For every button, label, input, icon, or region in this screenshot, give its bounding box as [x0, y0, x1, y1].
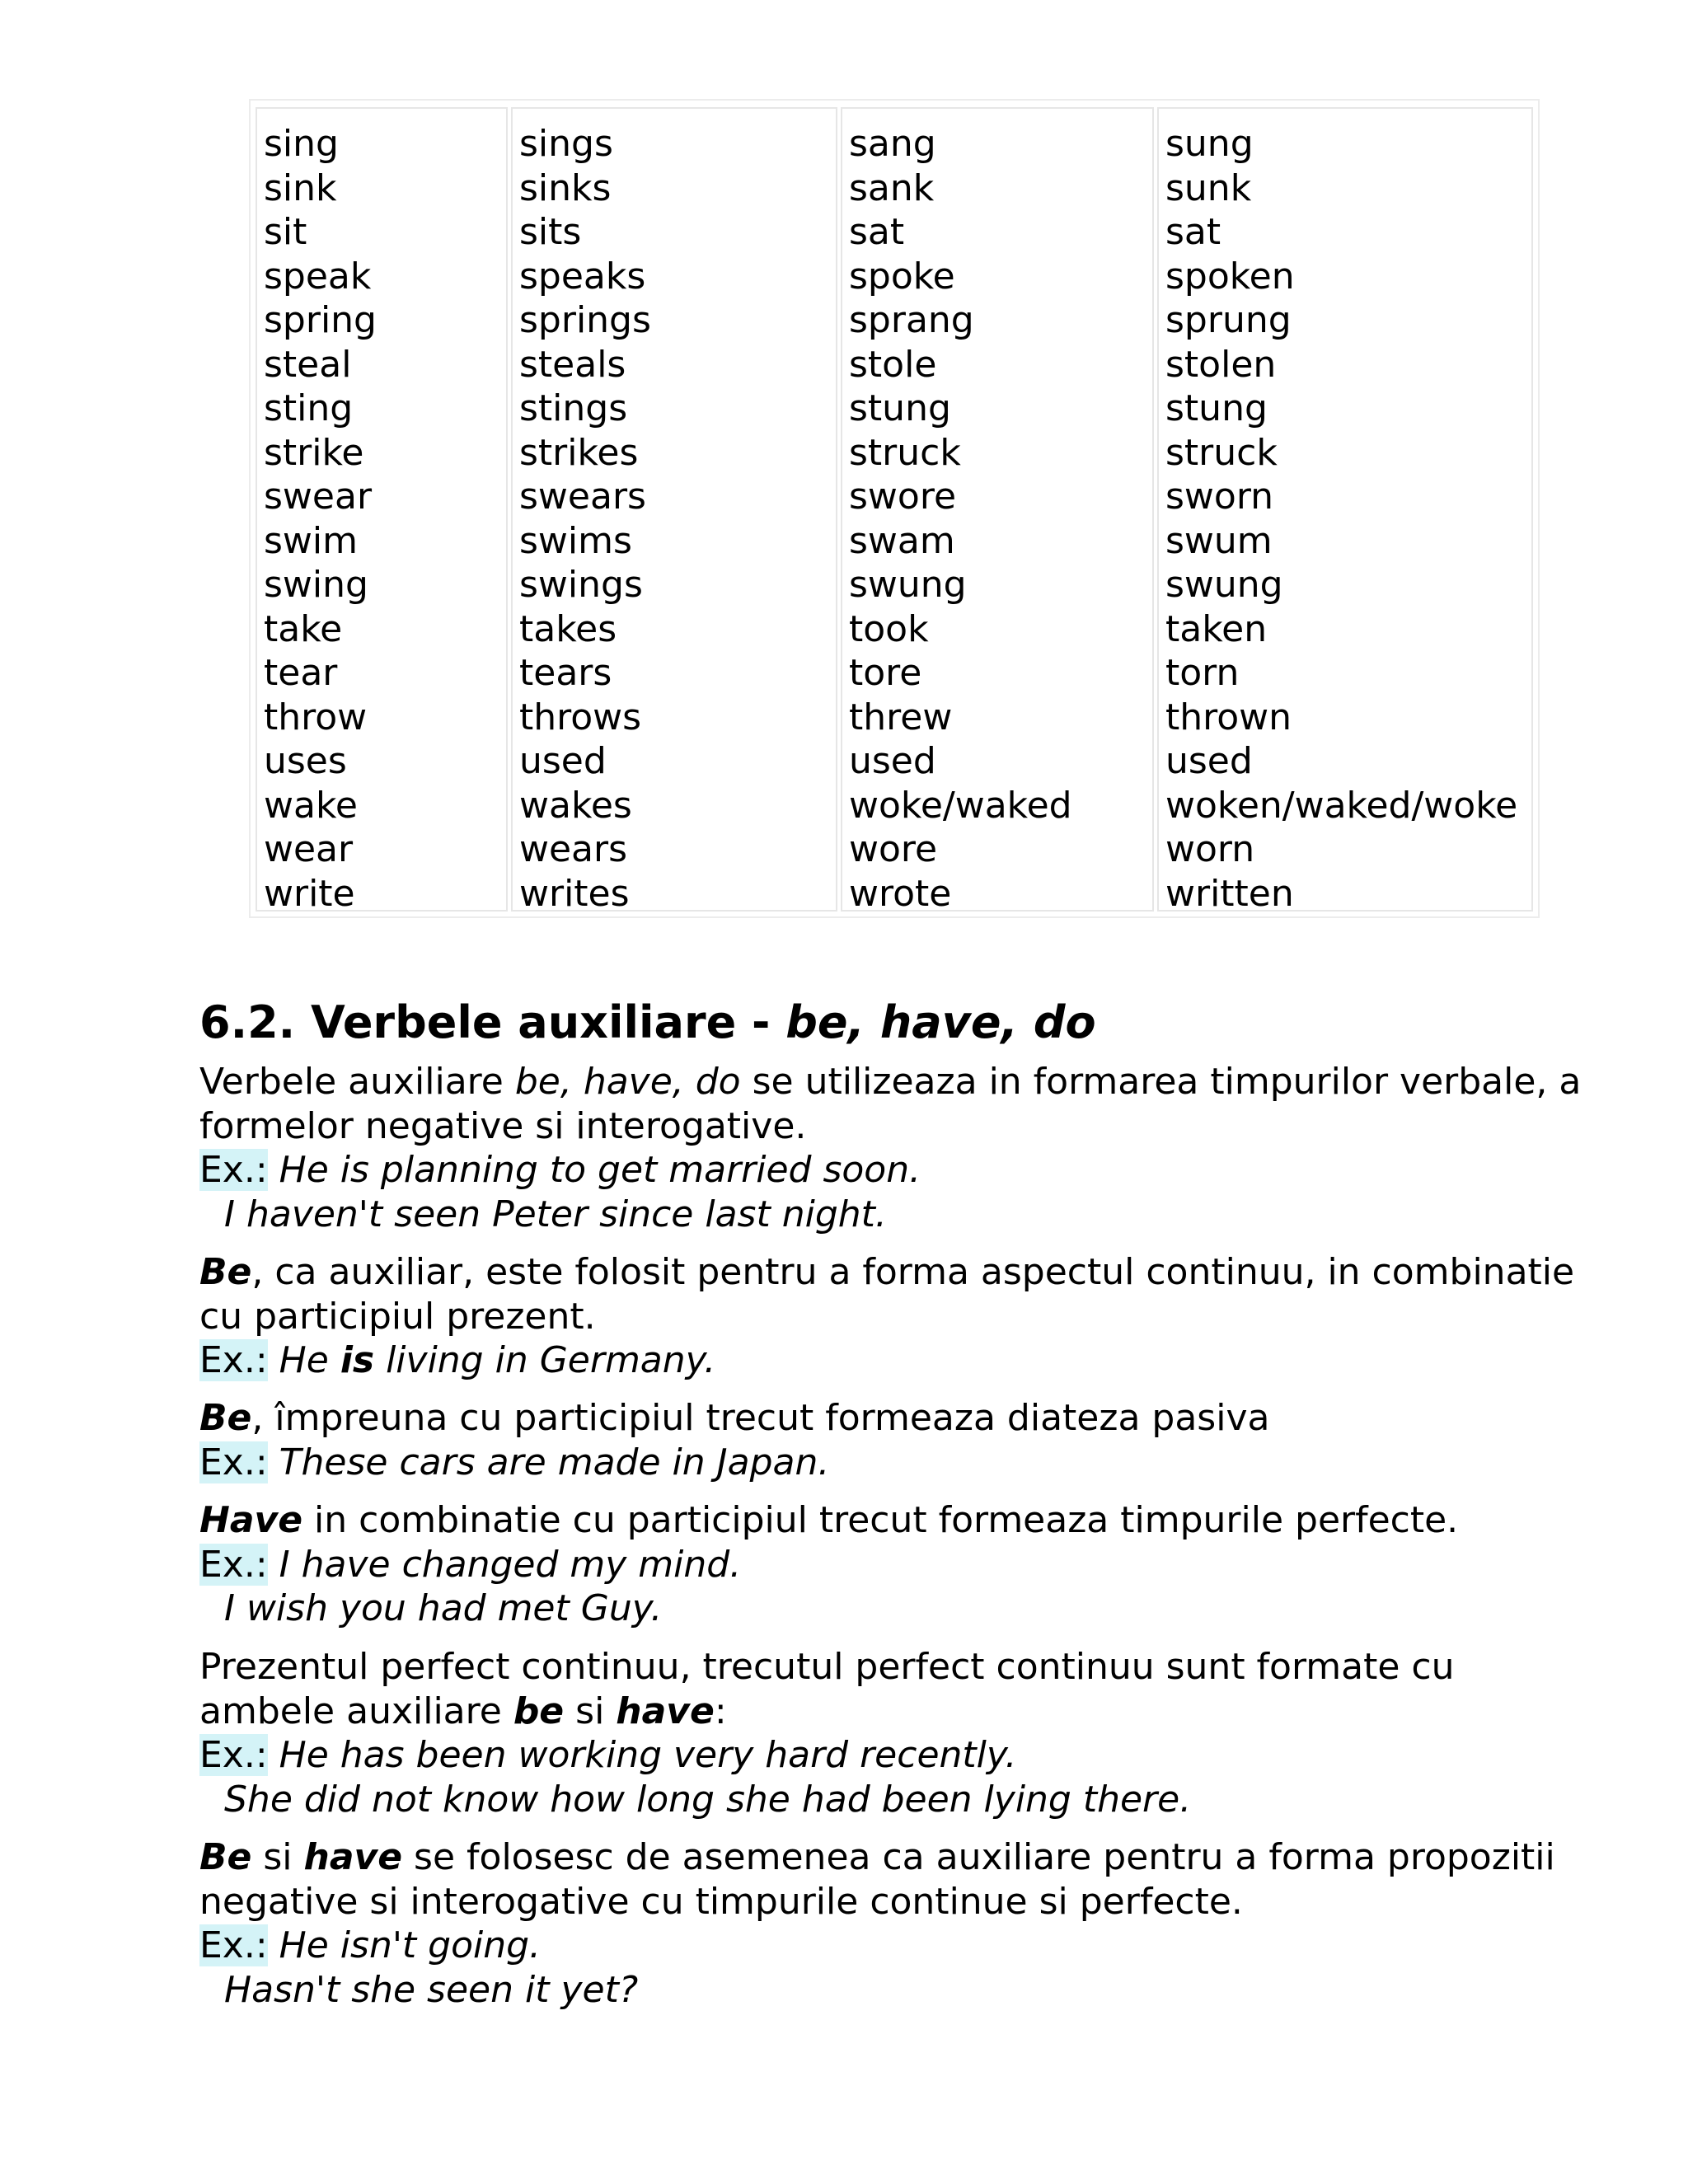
verb-cell: woken/waked/woke	[1165, 784, 1518, 827]
paragraph-perfect-continuous: Prezentul perfect continuu, trecutul perfect continuu sunt formate cu ambele auxiliare be si have: Ex.: He has been working very hard recently. She did not know how long she had been lying there.	[199, 1646, 1455, 1821]
verb-cell: spoken	[1165, 255, 1295, 298]
verb-cell: wrote	[849, 872, 952, 915]
verb-cell: swim	[264, 519, 358, 562]
verb-cell: wear	[264, 828, 354, 870]
column-third-person	[511, 107, 837, 915]
verb-cell: takes	[519, 607, 617, 650]
verb-cell: taken	[1165, 607, 1268, 650]
verb-cell: wake	[264, 784, 358, 827]
verb-cell: used	[849, 740, 936, 782]
verb-cell: write	[264, 872, 355, 915]
verb-cell: sunk	[1165, 166, 1252, 209]
verb-cell: sat	[849, 211, 905, 253]
verb-cell: sit	[264, 211, 307, 253]
paragraph-be-passive: Be, împreuna cu participiul trecut formeaza diateza pasiva Ex.: These cars are made in Japan.	[199, 1397, 1270, 1483]
verb-cell: swam	[849, 519, 955, 562]
verb-cell: steal	[264, 343, 352, 386]
verb-cell: used	[519, 740, 607, 782]
verb-cell: swung	[849, 564, 967, 606]
verb-cell: uses	[264, 740, 347, 782]
verb-cell: sat	[1165, 211, 1221, 253]
verb-cell: threw	[849, 696, 953, 738]
example-label: Ex.:	[199, 1924, 268, 1966]
verb-cell: steals	[519, 343, 626, 386]
verb-cell: written	[1165, 872, 1294, 915]
verb-cell: struck	[849, 431, 961, 474]
verb-cell: sting	[264, 387, 354, 429]
verb-cell: swims	[519, 519, 632, 562]
example-label: Ex.:	[199, 1543, 268, 1586]
verb-cell: stung	[849, 387, 951, 429]
verb-cell: wears	[519, 828, 628, 870]
verb-cell: stole	[849, 343, 937, 386]
paragraph-be-continuous: Be, ca auxiliar, este folosit pentru a forma aspectul continuu, in combinatie cu participiul prezent. Ex.: He is living in Germany.	[199, 1251, 1575, 1381]
verb-cell: take	[264, 607, 343, 650]
verb-cell: struck	[1165, 431, 1278, 474]
verb-cell: swears	[519, 476, 646, 518]
verb-cell: swing	[264, 564, 368, 606]
column-past-participle	[1157, 107, 1533, 915]
verb-cell: strikes	[519, 431, 639, 474]
verb-cell: wakes	[519, 784, 632, 827]
verb-cell: woke/waked	[849, 784, 1072, 827]
verb-cell: sworn	[1165, 476, 1274, 518]
verb-cell: thrown	[1165, 696, 1292, 738]
verb-cell: spoke	[849, 255, 955, 298]
verb-cell: sing	[264, 123, 339, 165]
verb-cell: tear	[264, 652, 338, 694]
example-label: Ex.:	[199, 1441, 268, 1483]
verb-cell: swore	[849, 476, 957, 518]
verb-cell: worn	[1165, 828, 1255, 870]
verb-cell: used	[1165, 740, 1253, 782]
column-past-simple	[841, 107, 1154, 915]
verb-cell: wore	[849, 828, 938, 870]
verb-cell: tore	[849, 652, 922, 694]
paragraph-negative-interrogative: Be si have se folosesc de asemenea ca auxiliare pentru a forma propozitii negative si interogative cu timpurile continue si perfecte. Ex.: He isn't going. Hasn't she seen it yet?	[199, 1836, 1555, 2011]
example-label: Ex.:	[199, 1734, 268, 1776]
verb-cell: spring	[264, 299, 377, 341]
verb-cell: strike	[264, 431, 364, 474]
verb-cell: swum	[1165, 519, 1273, 562]
section-heading: 6.2. Verbele auxiliare - be, have, do	[199, 996, 1096, 1048]
irregular-verbs-table	[249, 99, 1540, 918]
verb-cell: speak	[264, 255, 372, 298]
verb-cell: swung	[1165, 564, 1283, 606]
verb-cell: sang	[849, 123, 936, 165]
verb-cell: sprung	[1165, 299, 1292, 341]
paragraph-have-perfect: Have in combinatie cu participiul trecut formeaza timpurile perfecte. Ex.: I have changed my mind. I wish you had met Guy.	[199, 1499, 1459, 1629]
paragraph-intro: Verbele auxiliare be, have, do se utilizeaza in formarea timpurilor verbale, a formelor negative si interogative. Ex.: He is planning to get married soon. I haven't seen Peter since last night.	[199, 1061, 1582, 1235]
verb-cell: sank	[849, 166, 935, 209]
example-label: Ex.:	[199, 1149, 268, 1191]
example-label: Ex.:	[199, 1339, 268, 1381]
verb-cell: throw	[264, 696, 368, 738]
verb-cell: sprang	[849, 299, 974, 341]
verb-cell: sings	[519, 123, 613, 165]
verb-cell: stung	[1165, 387, 1268, 429]
verb-cell: swear	[264, 476, 373, 518]
verb-cell: swings	[519, 564, 643, 606]
verb-cell: springs	[519, 299, 651, 341]
verb-cell: torn	[1165, 652, 1240, 694]
verb-cell: tears	[519, 652, 612, 694]
verb-cell: sits	[519, 211, 582, 253]
verb-cell: sinks	[519, 166, 612, 209]
verb-cell: took	[849, 607, 929, 650]
verb-cell: throws	[519, 696, 642, 738]
column-base-form	[256, 107, 508, 915]
verb-cell: sung	[1165, 123, 1254, 165]
verb-cell: writes	[519, 872, 630, 915]
verb-cell: stolen	[1165, 343, 1277, 386]
verb-cell: sink	[264, 166, 337, 209]
verb-cell: speaks	[519, 255, 646, 298]
verb-cell: stings	[519, 387, 628, 429]
